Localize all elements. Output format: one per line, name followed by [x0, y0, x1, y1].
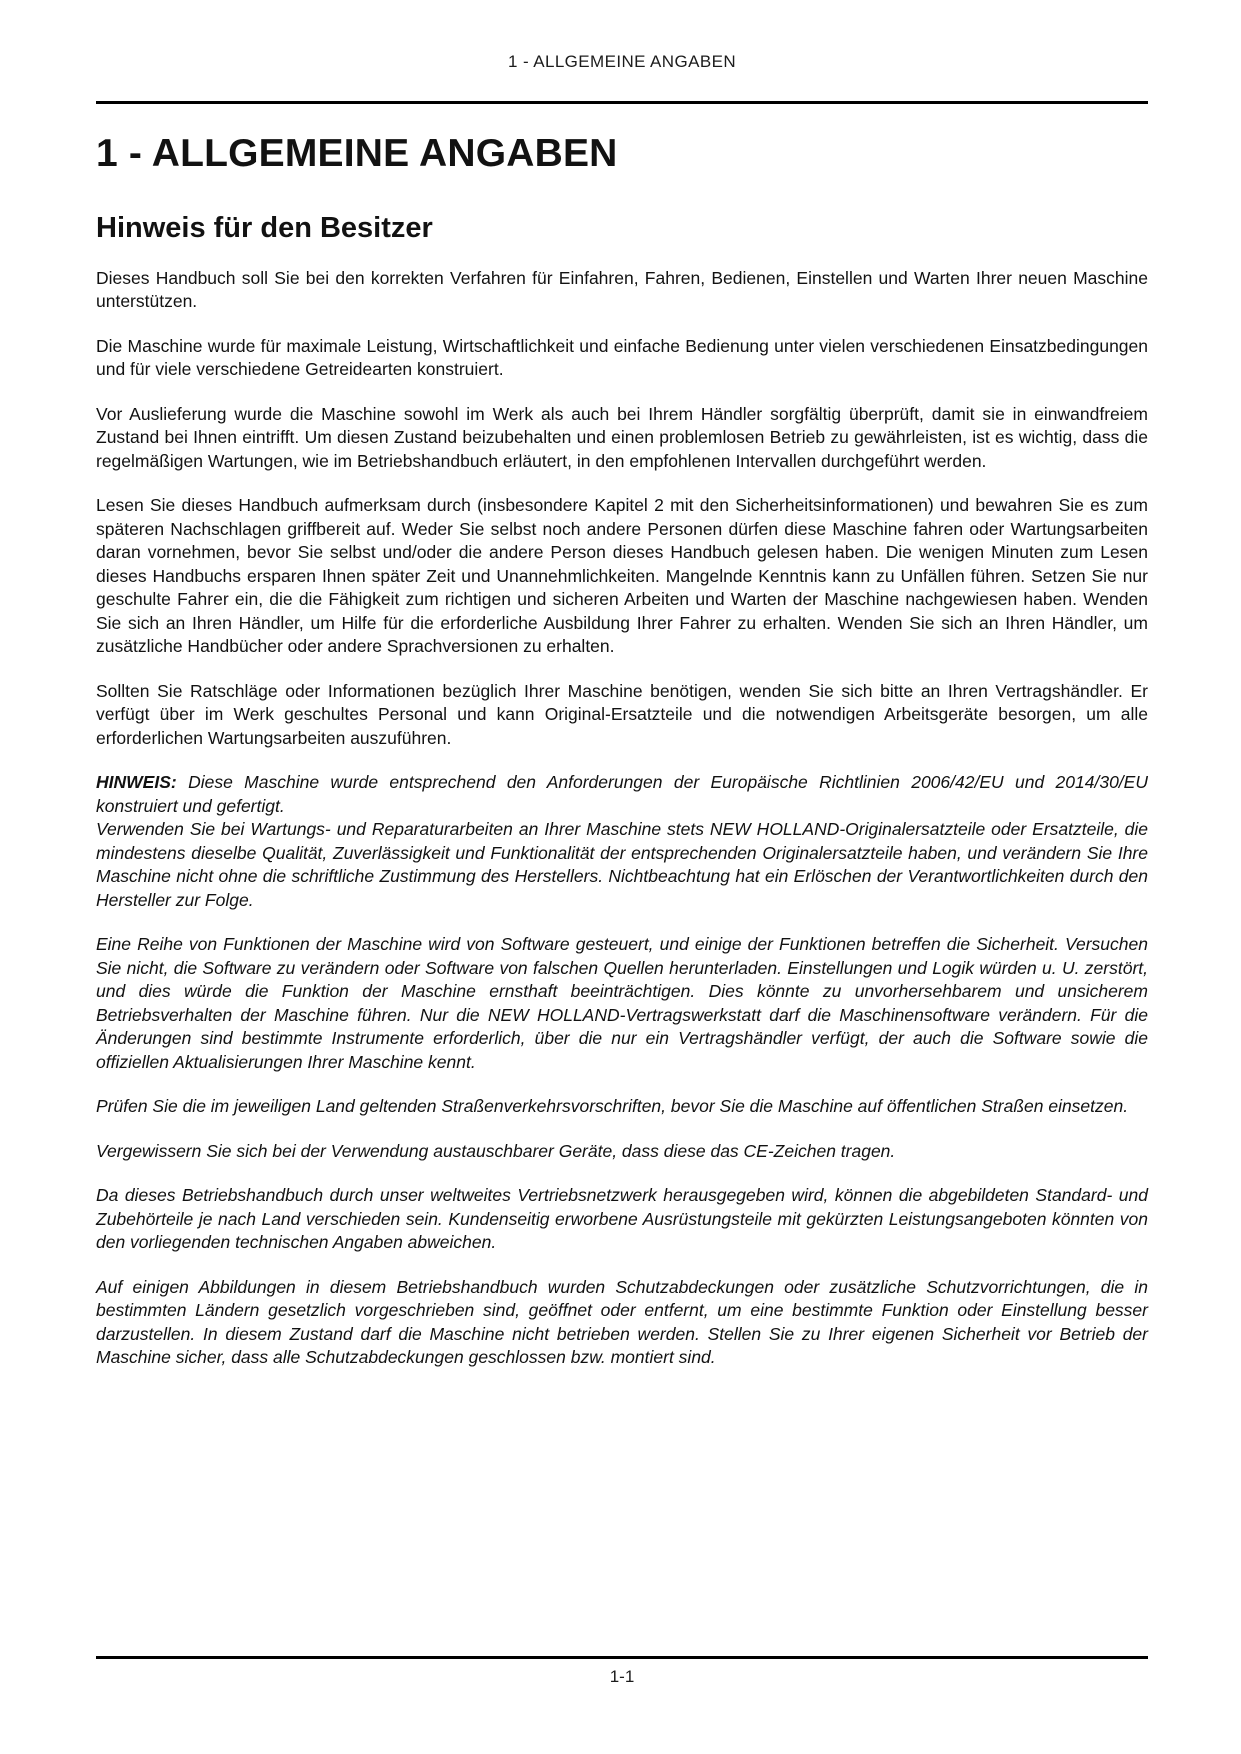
note-line-spare-parts: Verwenden Sie bei Wartungs- und Reparaturarbeiten an Ihrer Maschine stets NEW HOLLAND-Originalersatzteile oder Ersatzteile, die mindestens dieselbe Qualität, Zuverlässigkeit und Funktionalität der entsprechenden Originalersatzteile haben, und verändern Sie Ihre Maschine nicht ohne die schriftliche Zustimmung des Herstellers. Nichtbeachtung hat ein Erlöschen der Verantwortlichkeiten durch den Hersteller zur Folge. [96, 819, 1148, 910]
note-paragraph [96, 771, 1148, 912]
chapter-title: 1 - ALLGEMEINE ANGABEN [96, 132, 618, 175]
paragraph-machine-design: Die Maschine wurde für maximale Leistung, Wirtschaftlichkeit und einfache Bedienung unter vielen verschiedenen Einsatzbedingungen und für viele verschiedene Getreidearten konstruiert. [96, 335, 1148, 380]
running-header: 1 - ALLGEMEINE ANGABEN [508, 52, 736, 71]
paragraph-software-notice: Eine Reihe von Funktionen der Maschine wird von Software gesteuert, und einige der Funktionen betreffen die Sicherheit. Versuchen Sie nicht, die Software zu verändern oder Software von falschen Quellen herunterladen. Einstellungen und Logik würden u. U. zerstört, und dies würde die Funktion der Maschine ernsthaft beeinträchtigen. Dies könnte zu unvorhersehbarem und unsicherem Betriebsverhalten der Maschine führen. Nur die NEW HOLLAND-Vertragswerkstatt darf die Maschinensoftware verändern. Für die Änderungen sind bestimmte Instrumente erforderlich, über die nur ein Vertragshändler verfügt, der auch die Software sowie die offiziellen Aktualisierungen Ihrer Maschine kennt. [96, 934, 1148, 1072]
paragraph-traffic-rules: Prüfen Sie die im jeweiligen Land geltenden Straßenverkehrsvorschriften, bevor Sie die Maschine auf öffentlichen Straßen einsetzen. [96, 1096, 1129, 1117]
paragraph-regional-differences: Da dieses Betriebshandbuch durch unser weltweites Vertriebsnetzwerk herausgegeben wird, können die abgebildeten Standard- und Zubehörteile je nach Land verschieden sein. Kundenseitig erworbene Ausrüstungsteile mit gekürzten Leistungsangeboten könnten von den vorliegenden technischen Angaben abweichen. [96, 1185, 1148, 1253]
paragraph-read-manual: Lesen Sie dieses Handbuch aufmerksam durch (insbesondere Kapitel 2 mit den Sicherheitsinformationen) und bewahren Sie es zum späteren Nachschlagen griffbereit auf. Weder Sie selbst noch andere Personen dürfen diese Maschine fahren oder Wartungsarbeiten daran vornehmen, bevor Sie selbst und/oder die andere Person dieses Handbuch gelesen haben. Die wenigen Minuten zum Lesen dieses Handbuchs ersparen Ihnen später Zeit und Unannehmlichkeiten. Mangelnde Kenntnis kann zu Unfällen führen. Setzen Sie nur geschulte Fahrer ein, die die Fähigkeit zum richtigen und sicheren Arbeiten und Warten der Maschine nachgewiesen haben. Wenden Sie sich an Ihren Händler, um Hilfe für die erforderliche Ausbildung Ihrer Fahrer zu erhalten. Wenden Sie sich an Ihren Händler, um zusätzliche Handbücher oder andere Sprachversionen zu erhalten. [96, 495, 1148, 657]
page-footer [96, 1656, 1148, 1687]
paragraph-pre-delivery: Vor Auslieferung wurde die Maschine sowohl im Werk als auch bei Ihrem Händler sorgfältig überprüft, damit sie in einwandfreiem Zustand bei Ihnen eintrifft. Um diesen Zustand beizubehalten und einen problemlosen Betrieb zu gewährleisten, ist es wichtig, dass die regelmäßigen Wartungen, wie im Betriebshandbuch erläutert, in den empfohlenen Intervallen durchgeführt werden. [96, 403, 1148, 471]
note-label: HINWEIS: [96, 772, 177, 793]
header-rule [96, 101, 1148, 104]
paragraph-owner-purpose: Dieses Handbuch soll Sie bei den korrekten Verfahren für Einfahren, Fahren, Bedienen, Einstellen und Warten Ihrer neuen Maschine unterstützen. [96, 267, 1148, 312]
section-title: Hinweis für den Besitzer [96, 211, 433, 244]
paragraph-guards-removed: Auf einigen Abbildungen in diesem Betriebshandbuch wurden Schutzabdeckungen oder zusätzliche Schutzvorrichtungen, die in bestimmten Ländern gesetzlich vorgeschrieben sind, geöffnet oder entfernt, um eine bestimmte Funktion oder Einstellung besser darzustellen. In diesem Zustand darf die Maschine nicht betrieben werden. Stellen Sie zu Ihrer eigenen Sicherheit vor Betrieb der Maschine sicher, dass alle Schutzabdeckungen geschlossen bzw. montiert sind. [96, 1276, 1148, 1368]
paragraph-ce-marking: Vergewissern Sie sich bei der Verwendung austauschbarer Geräte, dass diese das CE-Zeichen tragen. [96, 1140, 896, 1161]
note-line-directives: Diese Maschine wurde entsprechend den Anforderungen der Europäische Richtlinien 2006/42/EU und 2014/30/EU konstruiert und gefertigt. [96, 772, 1148, 816]
page-number: 1-1 [609, 1667, 635, 1686]
paragraph-dealer-advice: Sollten Sie Ratschläge oder Informationen bezüglich Ihrer Maschine benötigen, wenden Sie sich bitte an Ihren Vertragshändler. Er verfügt über im Werk geschultes Personal und kann Original-Ersatzteile und die notwendigen Arbeitsgeräte besorgen, um alle erforderlichen Wartungsarbeiten auszuführen. [96, 680, 1148, 748]
